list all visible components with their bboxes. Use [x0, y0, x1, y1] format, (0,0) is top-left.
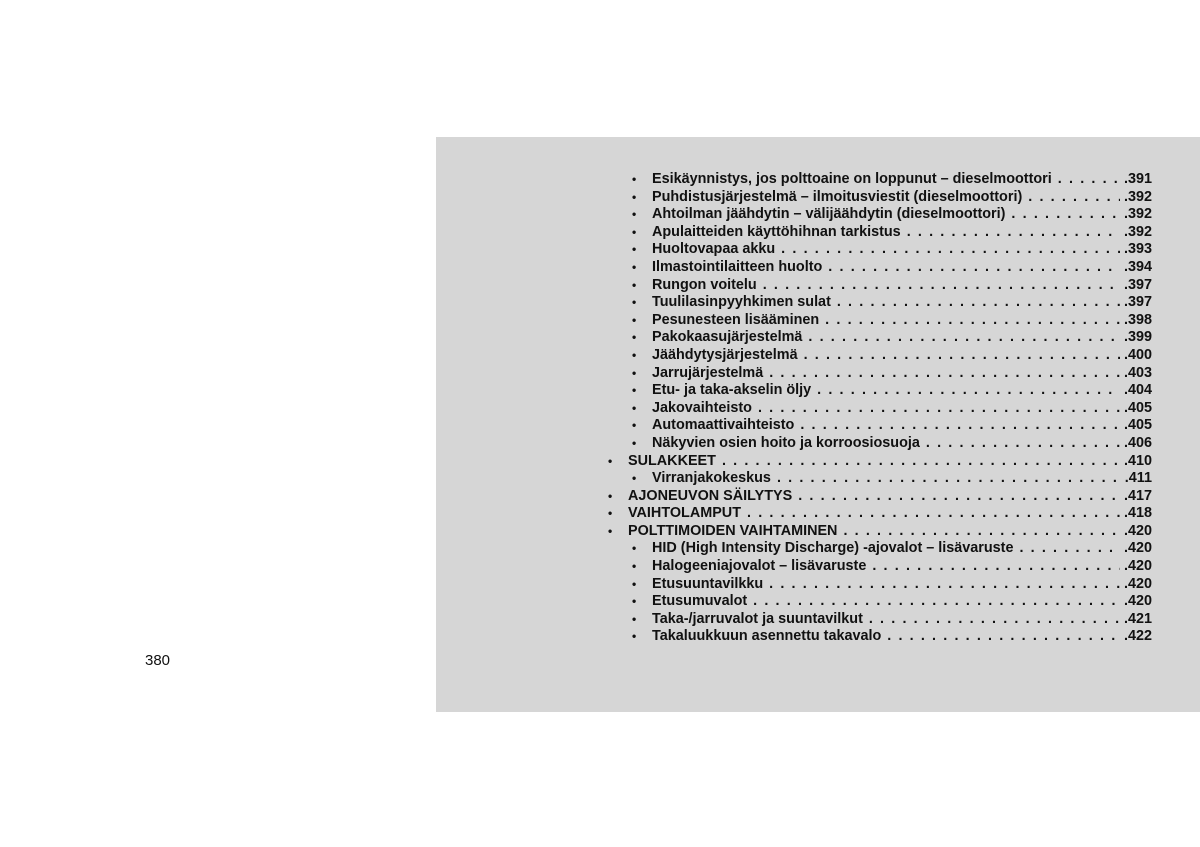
toc-entry-page: .420 [1123, 593, 1152, 610]
toc-entry-page: .405 [1123, 417, 1152, 434]
toc-entry-title: Halogeeniajovalot – lisävaruste [652, 558, 867, 575]
dot-leader [781, 241, 1120, 259]
toc-entry-title: Jakovaihteisto [652, 399, 752, 416]
toc-entry-title: Takaluukkuun asennettu takavalo [652, 628, 882, 645]
toc-entry-page: .397 [1123, 294, 1152, 311]
toc-subsection-entry[interactable] [608, 347, 1152, 365]
dot-leader [753, 593, 1120, 611]
toc-entry-page: .392 [1123, 188, 1152, 205]
bullet-icon: • [632, 277, 637, 292]
toc-entry-title: Näkyvien osien hoito ja korroosiosuoja [652, 434, 920, 451]
dot-leader [769, 365, 1120, 383]
toc-entry-title: Ilmastointilaitteen huolto [652, 258, 823, 275]
toc-entry-page: .399 [1123, 329, 1152, 346]
toc-section-entry[interactable] [608, 505, 1152, 523]
toc-subsection-entry[interactable] [608, 312, 1152, 330]
dot-leader [747, 505, 1120, 523]
toc-entry-title: HID (High Intensity Discharge) -ajovalot – lisävaruste [652, 540, 1014, 557]
dot-leader [872, 558, 1120, 576]
bullet-icon: • [632, 365, 637, 380]
toc-subsection-entry[interactable] [608, 540, 1152, 558]
dot-leader [800, 417, 1120, 435]
toc-entry-page: .417 [1123, 487, 1152, 504]
bullet-icon: • [608, 488, 613, 503]
toc-entry-title: Ahtoilman jäähdytin – välijäähdytin (dieselmoottori) [652, 206, 1006, 223]
toc-entry-title: Etu- ja taka-akselin öljy [652, 382, 812, 399]
toc-subsection-entry[interactable] [608, 277, 1152, 295]
dot-leader [1019, 540, 1120, 558]
toc-entry-page: .394 [1123, 258, 1152, 275]
toc-subsection-entry[interactable] [608, 206, 1152, 224]
bullet-icon: • [632, 611, 637, 626]
toc-entry-title: Jäähdytysjärjestelmä [652, 346, 798, 363]
bullet-icon: • [632, 224, 637, 239]
toc-entry-title: Puhdistusjärjestelmä – ilmoitusviestit (dieselmoottori) [652, 188, 1023, 205]
toc-subsection-entry[interactable] [608, 189, 1152, 207]
table-of-contents [608, 171, 1152, 646]
toc-entry-title: Taka-/jarruvalot ja suuntavilkut [652, 610, 863, 627]
bullet-icon: • [608, 453, 613, 468]
toc-subsection-entry[interactable] [608, 329, 1152, 347]
toc-section-entry[interactable] [608, 523, 1152, 541]
toc-subsection-entry[interactable] [608, 558, 1152, 576]
toc-subsection-entry[interactable] [608, 224, 1152, 242]
bullet-icon: • [632, 576, 637, 591]
bullet-icon: • [632, 347, 637, 362]
toc-entry-page: .422 [1123, 628, 1152, 645]
toc-subsection-entry[interactable] [608, 171, 1152, 189]
toc-entry-title: Huoltovapaa akku [652, 241, 776, 258]
dot-leader [804, 347, 1120, 365]
toc-entry-title: SULAKKEET [628, 452, 716, 469]
bullet-icon: • [632, 418, 637, 433]
toc-entry-title: Virranjakokeskus [652, 470, 771, 487]
dot-leader [825, 312, 1120, 330]
toc-entry-title: Jarrujärjestelmä [652, 364, 764, 381]
bullet-icon: • [632, 629, 637, 644]
toc-entry-page: .400 [1123, 346, 1152, 363]
dot-leader [758, 400, 1120, 418]
bullet-icon: • [632, 559, 637, 574]
bullet-icon: • [632, 295, 637, 310]
bullet-icon: • [632, 471, 637, 486]
bullet-icon: • [632, 400, 637, 415]
toc-entry-title: Esikäynnistys, jos polttoaine on loppunut – dieselmoottori [652, 171, 1052, 187]
toc-section-entry[interactable] [608, 488, 1152, 506]
toc-entry-title: Rungon voitelu [652, 276, 757, 293]
toc-entry-page: .392 [1123, 206, 1152, 223]
toc-subsection-entry[interactable] [608, 576, 1152, 594]
toc-entry-title: AJONEUVON SÄILYTYS [628, 487, 793, 504]
toc-entry-page: .420 [1123, 540, 1152, 557]
toc-entry-page: .397 [1123, 276, 1152, 293]
dot-leader [763, 277, 1120, 295]
toc-entry-title: VAIHTOLAMPUT [628, 505, 741, 522]
toc-entry-page: .391 [1123, 171, 1152, 187]
toc-subsection-entry[interactable] [608, 470, 1152, 488]
toc-subsection-entry[interactable] [608, 400, 1152, 418]
toc-entry-page: .392 [1123, 223, 1152, 240]
toc-entry-page: .421 [1123, 610, 1152, 627]
dot-leader [887, 628, 1120, 646]
bullet-icon: • [632, 330, 637, 345]
dot-leader [722, 453, 1120, 471]
toc-subsection-entry[interactable] [608, 259, 1152, 277]
toc-subsection-entry[interactable] [608, 417, 1152, 435]
dot-leader [828, 259, 1120, 277]
bullet-icon: • [632, 383, 637, 398]
bullet-icon: • [608, 523, 613, 538]
dot-leader [1028, 189, 1120, 207]
bullet-icon: • [632, 207, 637, 222]
toc-entry-title: Tuulilasinpyyhkimen sulat [652, 294, 831, 311]
bullet-icon: • [632, 312, 637, 327]
toc-section-entry[interactable] [608, 453, 1152, 471]
bullet-icon: • [632, 541, 637, 556]
toc-subsection-entry[interactable] [608, 294, 1152, 312]
toc-entry-title: Pakokaasujärjestelmä [652, 329, 803, 346]
dot-leader [1058, 171, 1120, 189]
toc-entry-title: Pesunesteen lisääminen [652, 311, 820, 328]
page-number: 380 [145, 652, 171, 669]
toc-entry-page: .420 [1123, 558, 1152, 575]
toc-subsection-entry[interactable] [608, 611, 1152, 629]
toc-entry-page: .411 [1124, 470, 1152, 487]
toc-entry-title: Apulaitteiden käyttöhihnan tarkistus [652, 223, 901, 240]
dot-leader [777, 470, 1121, 488]
dot-leader [869, 611, 1120, 629]
bullet-icon: • [632, 594, 637, 609]
toc-entry-page: .405 [1123, 399, 1152, 416]
toc-subsection-entry[interactable] [608, 241, 1152, 259]
toc-entry-page: .398 [1123, 311, 1152, 328]
dot-leader [798, 488, 1120, 506]
toc-entry-title: Automaattivaihteisto [652, 417, 795, 434]
bullet-icon: • [632, 435, 637, 450]
bullet-icon: • [632, 172, 637, 186]
toc-entry-page: .420 [1123, 522, 1152, 539]
dot-leader [926, 435, 1120, 453]
bullet-icon: • [608, 506, 613, 521]
toc-entry-page: .404 [1123, 382, 1152, 399]
dot-leader [843, 523, 1120, 541]
toc-subsection-entry[interactable] [608, 365, 1152, 383]
dot-leader [837, 294, 1120, 312]
toc-entry-page: .403 [1123, 364, 1152, 381]
toc-subsection-entry[interactable] [608, 593, 1152, 611]
dot-leader [808, 329, 1120, 347]
bullet-icon: • [632, 242, 637, 257]
toc-entry-page: .418 [1123, 505, 1152, 522]
dot-leader [1011, 206, 1120, 224]
toc-subsection-entry[interactable] [608, 382, 1152, 400]
toc-entry-title: Etusuuntavilkku [652, 575, 764, 592]
toc-entry-page: .420 [1123, 575, 1152, 592]
toc-entry-title: POLTTIMOIDEN VAIHTAMINEN [628, 522, 838, 539]
bullet-icon: • [632, 189, 637, 204]
dot-leader [817, 382, 1120, 400]
toc-entry-page: .393 [1123, 241, 1152, 258]
toc-entry-page: .410 [1123, 452, 1152, 469]
dot-leader [907, 224, 1120, 242]
dot-leader [769, 576, 1120, 594]
toc-subsection-entry[interactable] [608, 628, 1152, 646]
toc-entry-title: Etusumuvalot [652, 593, 748, 610]
toc-entry-page: .406 [1123, 434, 1152, 451]
bullet-icon: • [632, 259, 637, 274]
toc-subsection-entry[interactable] [608, 435, 1152, 453]
